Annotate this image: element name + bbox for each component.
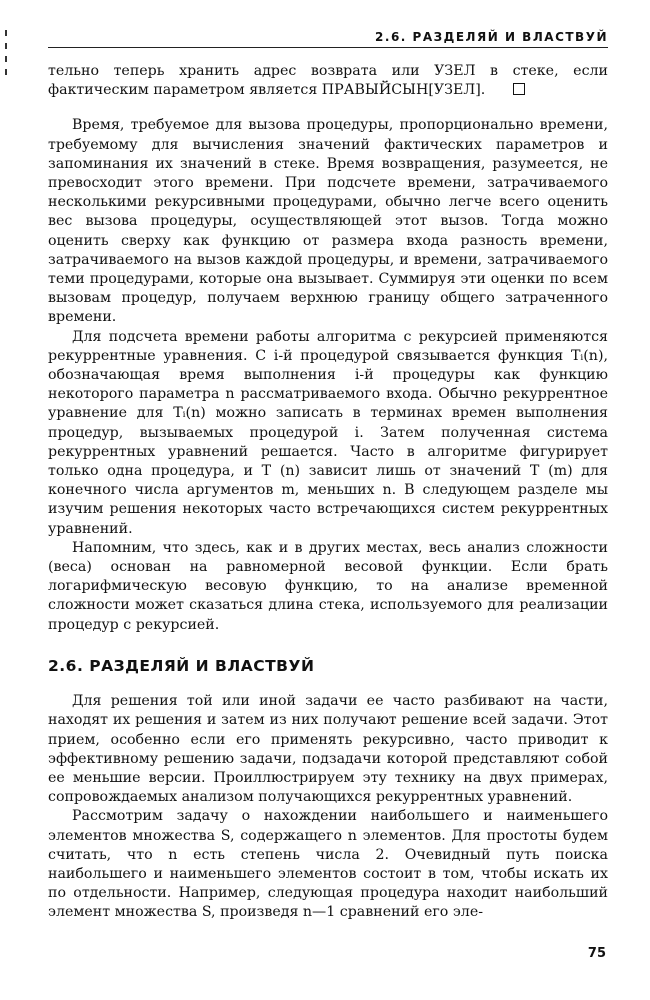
- running-head: 2.6. РАЗДЕЛЯЙ И ВЛАСТВУЙ: [48, 30, 608, 48]
- paragraph: Для решения той или иной задачи ее часто разбивают на части, находят их решения и затем из них получают решение всей задачи. Этот прием, особенно если его применять рекурсивно, часто приводит к эффективному решению задачи, подзадачи которой представляют собой ее меньшие версии. Проиллюстрируем эту технику на двух примерах, сопровождаемых анализом получающихся рекуррентных уравнений.: [48, 693, 608, 806]
- body-text: [48, 62, 608, 923]
- paragraph: Время, требуемое для вызова процедуры, пропорционально времени, требуемому для вычисления значений фактических параметров и запоминания их значений в стеке. Время возвращения, разумеется, не превосходит этого времени. При подсчете времени, затрачиваемого несколькими рекурсивными процедурами, обычно легче всего оценить вес вызова процедуры, осуществляющей этот вызов. Тогда можно оценить сверху как функцию от размера входа разность времени, затрачиваемого на вызов каждой процедуры, и времени, затрачиваемого теми процедурами, которые она вызывает. Суммируя эти оценки по всем вызовам процедур, получаем верхнюю границу общего затраченного времени.: [48, 117, 608, 326]
- paragraph: Рассмотрим задачу о нахождении наибольшего и наименьшего элементов множества S, содержащего n элементов. Для простоты будем считать, что n есть степень числа 2. Очевидный путь поиска наибольшего и наименьшего элементов состоит в том, чтобы искать их по отдельности. Например, следующая процедура находит наибольший элемент множества S, произведя n—1 сравнений его эле-: [48, 808, 608, 921]
- section-title: 2.6. РАЗДЕЛЯЙ И ВЛАСТВУЙ: [48, 656, 315, 675]
- page-number: 75: [587, 946, 606, 961]
- paragraph-continuation: [48, 62, 608, 100]
- paragraph-text: тельно теперь хранить адрес возврата или УЗЕЛ в стеке, если фактическим параметром является ПРАВЫЙСЫН[УЗЕЛ].: [48, 63, 608, 99]
- qed-box-icon: [513, 83, 525, 95]
- paragraph: Напомним, что здесь, как и в других местах, весь анализ сложности (веса) основан на равномерной весовой функции. Если брать логарифмическую весовую функцию, то на анализе временной сложности может сказаться длина стека, используемого для реализации процедур с рекурсией.: [48, 539, 608, 633]
- paragraph: Для подсчета времени работы алгоритма с рекурсией применяются рекуррентные уравнения. С i-й процедурой связывается функция Tᵢ(n), обозначающая время выполнения i-й процедуры как функцию некоторого параметра n рассматриваемого входа. Обычно рекуррентное уравнение для Tᵢ(n) можно записать в терминах времен выполнения процедур, вызываемых процедурой i. Затем полученная система рекуррентных уравнений решается. Часто в алгоритме фигурирует только одна процедура, и T (n) зависит лишь от значений T (m) для конечного числа аргументов m, меньших n. В следующем разделе мы изучим решения некоторых часто встречающихся систем рекуррентных уравнений.: [48, 328, 608, 537]
- margin-marks: [5, 30, 8, 82]
